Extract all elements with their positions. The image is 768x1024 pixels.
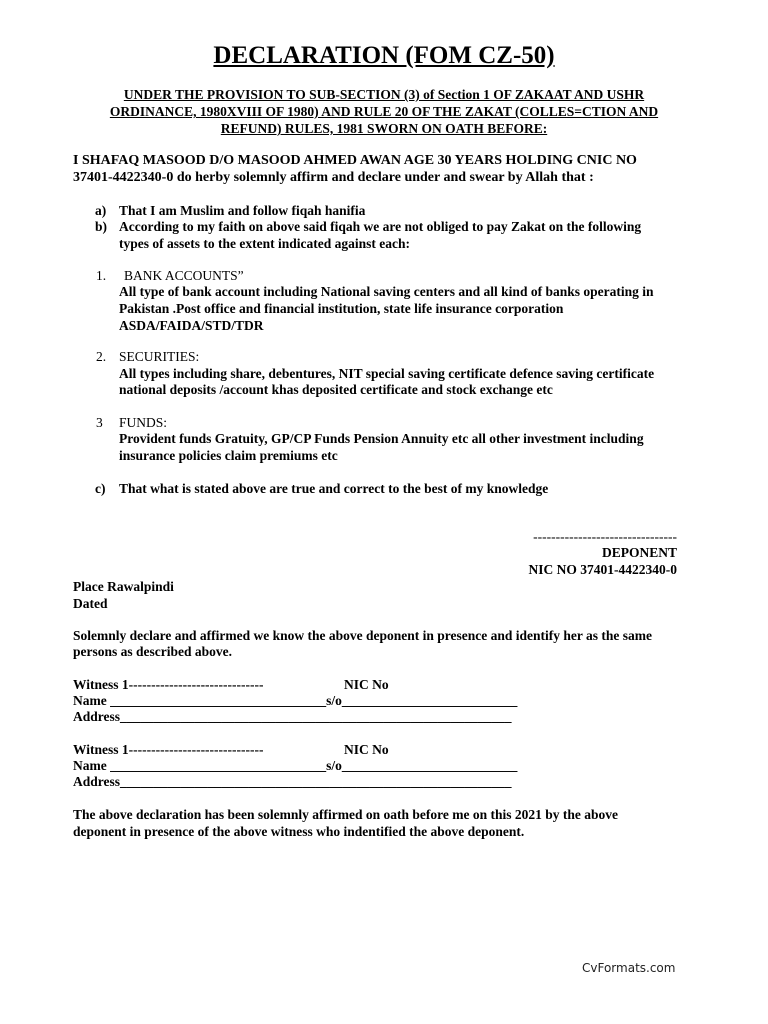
witness-1-nic: NIC No (344, 677, 389, 692)
item-3-line-1: Provident funds Gratuity, GP/CP Funds Pension Annuity etc all other investment including (119, 431, 644, 446)
point-a-marker: a) (95, 203, 107, 218)
closing-line-2: deponent in presence of the above witness who indentified the above deponent. (73, 824, 525, 839)
item-3-line-2: insurance policies claim premiums etc (119, 448, 338, 463)
item-2-line-2: national deposits /account khas deposited certificate and stock exchange etc (119, 382, 553, 397)
item-3-number: 3 (96, 415, 103, 430)
witness-2-nic: NIC No (344, 742, 389, 757)
identification-line-2: persons as described above. (73, 644, 233, 659)
item-2-line-1: All types including share, debentures, NIT special saving certificate defence saving certificate (119, 366, 655, 381)
witness-1-label: Witness 1------------------------------ (73, 677, 264, 692)
item-2-heading: SECURITIES: (119, 349, 200, 364)
place-line: Place Rawalpindi (73, 579, 174, 594)
intro-line-1: I SHAFAQ MASOOD D/O MASOOD AHMED AWAN AGE 30 YEARS HOLDING CNIC NO (73, 153, 637, 168)
item-3-heading: FUNDS: (119, 415, 168, 430)
item-1-line-3: ASDA/FAIDA/STD/TDR (119, 318, 264, 333)
subtitle-line-2: ORDINANCE, 1980XVIII OF 1980) AND RULE 20 OF THE ZAKAT (COLLES=CTION AND (109, 104, 659, 119)
closing-line-1: The above declaration has been solemnly affirmed on oath before me on this 2021 by the above (73, 807, 618, 822)
witness-2-label: Witness 1------------------------------ (73, 742, 264, 757)
point-c-marker: c) (95, 481, 106, 496)
deponent-label: DEPONENT (601, 545, 677, 560)
witness-2-address-line: Address__________________________________________________________ (73, 774, 512, 789)
dated-line: Dated (73, 596, 108, 611)
item-1-line-1: All type of bank account including National saving centers and all kind of banks operating in (119, 284, 654, 299)
intro-line-2: 37401-4422340-0 do herby solemnly affirm and declare under and swear by Allah that : (73, 170, 594, 185)
point-b-line-1: According to my faith on above said fiqah we are not obliged to pay Zakat on the following (119, 219, 642, 234)
point-a-text: That I am Muslim and follow fiqah hanifia (119, 203, 366, 218)
point-b-line-2: types of assets to the extent indicated against each: (119, 236, 410, 251)
item-1-line-2: Pakistan .Post office and financial institution, state life insurance corporation (119, 301, 564, 316)
item-1-heading: BANK ACCOUNTS” (124, 268, 244, 283)
witness-1-address-line: Address__________________________________________________________ (73, 709, 512, 724)
witness-1-name-line: Name ________________________________s/o__________________________ (73, 693, 518, 708)
point-c-text: That what is stated above are true and correct to the best of my knowledge (119, 481, 549, 496)
footer-watermark: CvFormats.com (582, 961, 676, 975)
subtitle-line-3: REFUND) RULES, 1981 SWORN ON OATH BEFORE: (220, 121, 548, 136)
document-title: DECLARATION (FOM CZ-50) (213, 42, 555, 69)
item-2-number: 2. (96, 349, 107, 364)
witness-2-name-line: Name ________________________________s/o__________________________ (73, 758, 518, 773)
identification-line-1: Solemnly declare and affirmed we know the above deponent in presence and identify her as the same (73, 628, 652, 643)
item-1-number: 1. (96, 268, 107, 283)
point-b-marker: b) (95, 219, 108, 234)
signature-line: -------------------------------- (533, 529, 677, 544)
deponent-nic: NIC NO 37401-4422340-0 (528, 562, 677, 577)
subtitle-line-1: UNDER THE PROVISION TO SUB-SECTION (3) of Section 1 OF ZAKAAT AND USHR (123, 87, 645, 102)
